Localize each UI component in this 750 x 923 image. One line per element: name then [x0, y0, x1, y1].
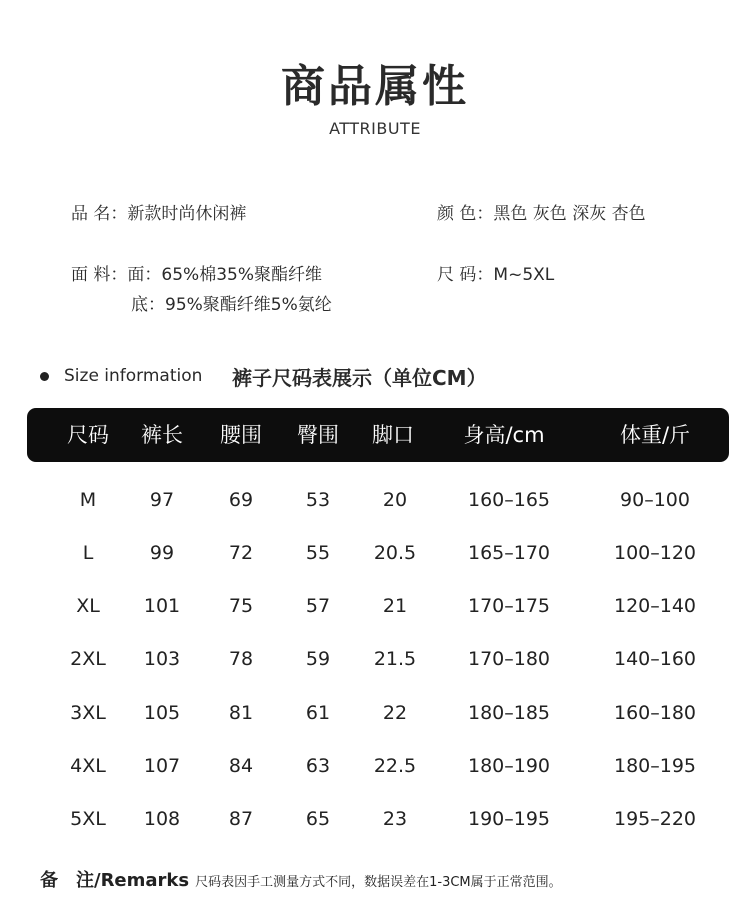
attr-name-value: 新款时尚休闲裤: [127, 204, 247, 224]
table-cell: 120–140: [613, 595, 697, 617]
table-cell: 90–100: [620, 489, 690, 511]
table-cell: 69: [228, 489, 254, 511]
table-cell: 3XL: [70, 702, 106, 724]
attr-color-label: 颜 色：: [437, 204, 494, 224]
page-subtitle: ATTRIBUTE: [329, 119, 421, 138]
table-cell: 108: [143, 808, 181, 830]
table-cell: 101: [143, 595, 181, 617]
table-cell: 195–220: [613, 808, 697, 830]
attr-name-label: 品 名：: [71, 204, 128, 224]
table-cell: 57: [305, 595, 331, 617]
table-cell: 170–180: [467, 648, 551, 670]
table-cell: L: [82, 542, 94, 564]
remarks-label: 备 注/Remarks: [40, 870, 190, 891]
table-cell: 100–120: [613, 542, 697, 564]
attr-color: [437, 199, 646, 224]
table-cell: 55: [305, 542, 331, 564]
size-info-en: Size information: [64, 366, 203, 386]
table-cell: 63: [305, 755, 331, 777]
header-weight: 体重/斤: [619, 423, 691, 447]
size-info-cn: 裤子尺码表展示（单位CM）: [232, 366, 487, 390]
table-cell: 180–190: [467, 755, 551, 777]
table-cell: 75: [228, 595, 254, 617]
table-cell: 23: [382, 808, 408, 830]
table-cell: M: [79, 489, 97, 511]
attr-name: [71, 199, 246, 224]
header-height: 身高/cm: [463, 423, 545, 447]
table-cell: 103: [143, 648, 181, 670]
table-cell: 105: [143, 702, 181, 724]
attr-fabric-label: 面 料：: [71, 265, 128, 285]
table-cell: 22: [382, 702, 408, 724]
header-length: 裤长: [141, 423, 183, 447]
table-cell: 65: [305, 808, 331, 830]
attr-fabric: [71, 260, 322, 285]
table-cell: 59: [305, 648, 331, 670]
table-cell: 107: [143, 755, 181, 777]
table-cell: 78: [228, 648, 254, 670]
table-cell: 81: [228, 702, 254, 724]
table-cell: 4XL: [70, 755, 106, 777]
table-cell: 97: [149, 489, 175, 511]
attr-size-value: M~5XL: [493, 265, 555, 285]
table-cell: 170–175: [467, 595, 551, 617]
table-cell: 53: [305, 489, 331, 511]
attr-fabric-value-2: 底：95%聚酯纤维5%氨纶: [131, 295, 332, 315]
table-cell: 190–195: [467, 808, 551, 830]
table-cell: 22.5: [373, 755, 417, 777]
table-cell: 21.5: [373, 648, 417, 670]
table-cell: 180–195: [613, 755, 697, 777]
table-cell: 61: [305, 702, 331, 724]
page-title: 商品属性: [281, 61, 469, 112]
attr-size: [437, 260, 554, 285]
remarks-text: 尺码表因手工测量方式不同，数据误差在1-3CM属于正常范围。: [195, 875, 562, 890]
attr-fabric-value-1: 面：65%棉35%聚酯纤维: [127, 265, 322, 285]
table-cell: 21: [382, 595, 408, 617]
table-cell: 20: [382, 489, 408, 511]
table-cell: 99: [149, 542, 175, 564]
table-cell: 5XL: [70, 808, 106, 830]
table-cell: 84: [228, 755, 254, 777]
header-hip: 臀围: [297, 423, 339, 447]
header-size: 尺码: [67, 423, 109, 447]
table-cell: 72: [228, 542, 254, 564]
table-cell: 20.5: [373, 542, 417, 564]
table-cell: 160–165: [467, 489, 551, 511]
attr-size-label: 尺 码：: [437, 265, 494, 285]
table-cell: 87: [228, 808, 254, 830]
bullet-dot: [40, 372, 49, 381]
remarks: [40, 866, 562, 892]
table-cell: 165–170: [467, 542, 551, 564]
attr-color-value: 黑色 灰色 深灰 杏色: [493, 204, 646, 224]
table-cell: 160–180: [613, 702, 697, 724]
table-cell: 2XL: [70, 648, 106, 670]
header-leg-opening: 脚口: [372, 423, 414, 447]
size-table-header: [27, 408, 729, 462]
table-cell: XL: [76, 595, 100, 617]
table-cell: 140–160: [613, 648, 697, 670]
table-cell: 180–185: [467, 702, 551, 724]
header-waist: 腰围: [220, 423, 262, 447]
